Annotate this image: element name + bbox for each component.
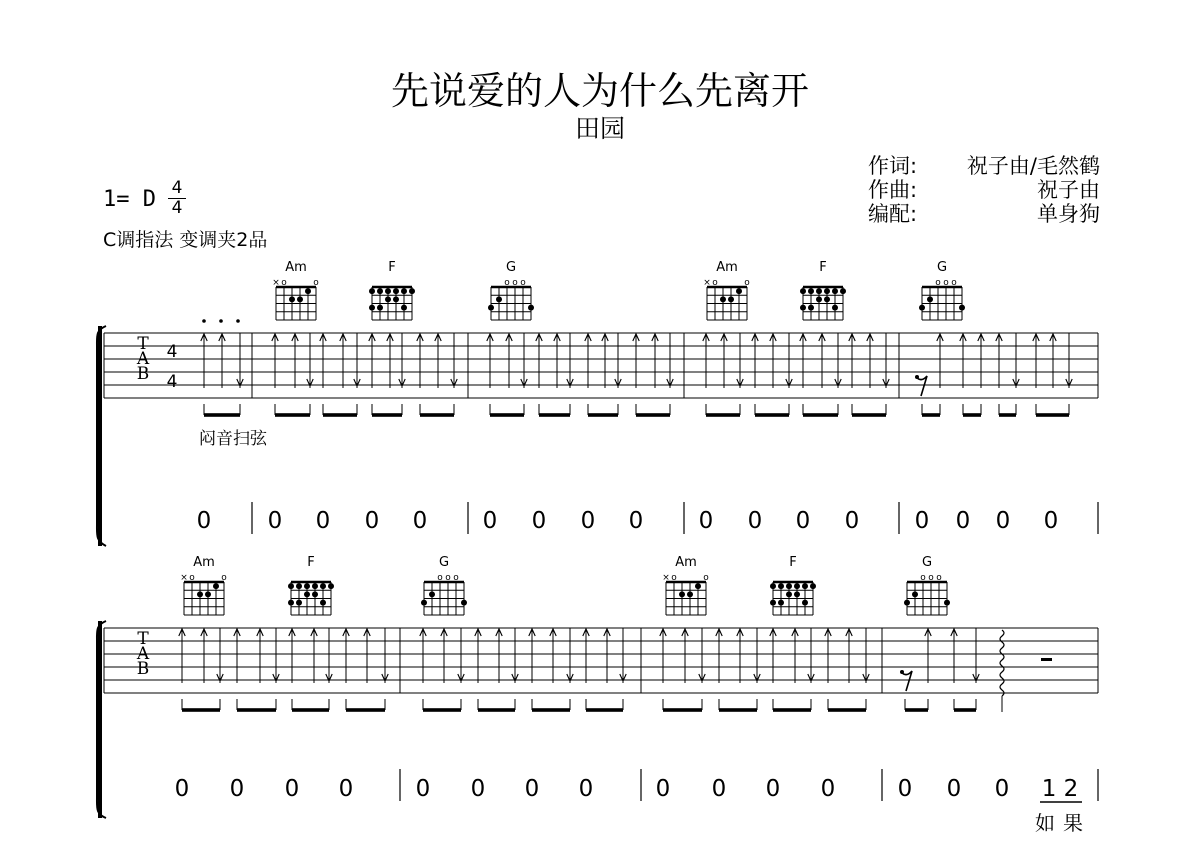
finger-dot	[816, 288, 822, 294]
rhythm-number: 0	[415, 776, 431, 802]
eighth-beam	[372, 413, 402, 417]
finger-dot	[786, 583, 792, 589]
finger-dot	[736, 288, 742, 294]
credit-label: 作词:	[868, 154, 918, 178]
eighth-beam	[999, 413, 1016, 417]
lyric-syllable: 如	[1035, 811, 1055, 835]
open-string-marker: o	[437, 573, 443, 583]
finger-dot	[824, 288, 830, 294]
finger-dot	[205, 591, 211, 597]
finger-dot	[770, 600, 776, 606]
tab-time-signature-digit: 4	[166, 372, 178, 392]
eighth-beam	[346, 708, 385, 712]
open-string-marker: o	[189, 573, 195, 583]
eighth-rest	[917, 376, 927, 396]
finger-dot	[288, 600, 294, 606]
arpeggio-wavy-line	[1000, 630, 1004, 696]
muted-string-marker: ×	[662, 573, 670, 583]
finger-dot	[912, 591, 918, 597]
chord-name: G	[921, 555, 933, 570]
chord-name: G	[936, 260, 948, 275]
song-title: 先说爱的人为什么先离开	[390, 69, 809, 113]
eighth-beam	[586, 708, 623, 712]
chord-diagram-g	[421, 555, 467, 615]
finger-dot	[778, 583, 784, 589]
rhythm-number: 0	[482, 508, 498, 534]
credit-value: 祝子由/毛然鹤	[966, 154, 1100, 178]
finger-dot	[297, 296, 303, 302]
finger-dot	[401, 305, 407, 311]
eighth-beam	[828, 708, 866, 712]
finger-dot	[304, 591, 310, 597]
finger-dot	[816, 296, 822, 302]
chord-name: F	[819, 260, 827, 275]
rhythm-number: 0	[711, 776, 727, 802]
eighth-beam	[539, 413, 570, 417]
finger-dot	[401, 288, 407, 294]
chord-name: F	[307, 555, 315, 570]
chord-name: G	[438, 555, 450, 570]
finger-dot	[832, 288, 838, 294]
finger-dot	[288, 583, 294, 589]
finger-dot	[794, 591, 800, 597]
finger-dot	[840, 288, 846, 294]
eighth-beam	[905, 708, 928, 712]
open-string-marker: o	[221, 573, 227, 583]
tab-clef-letter: T	[137, 334, 149, 354]
rhythm-number: 0	[698, 508, 714, 534]
rhythm-number: 0	[315, 508, 331, 534]
rhythm-number: 0	[628, 508, 644, 534]
finger-dot	[409, 288, 415, 294]
open-string-marker: o	[445, 573, 451, 583]
eighth-beam	[773, 708, 811, 712]
tab-clef-letter: A	[136, 644, 150, 664]
open-string-marker: o	[920, 573, 926, 583]
eighth-beam	[423, 708, 461, 712]
finger-dot	[429, 591, 435, 597]
finger-dot	[461, 600, 467, 606]
open-string-marker: o	[712, 278, 718, 288]
rhythm-number: 0	[267, 508, 283, 534]
finger-dot	[728, 296, 734, 302]
rhythm-number: 0	[765, 776, 781, 802]
finger-dot	[488, 305, 494, 311]
eighth-beam	[237, 708, 276, 712]
finger-dot	[369, 305, 375, 311]
finger-dot	[720, 296, 726, 302]
eighth-beam	[532, 708, 570, 712]
finger-dot	[320, 583, 326, 589]
finger-dot	[393, 296, 399, 302]
open-string-marker: o	[935, 278, 941, 288]
eighth-beam	[275, 413, 310, 417]
rhythm-number: 0	[897, 776, 913, 802]
open-string-marker: o	[520, 278, 526, 288]
eighth-beam	[719, 708, 757, 712]
rhythm-number: 0	[946, 776, 962, 802]
finger-dot	[786, 591, 792, 597]
eighth-beam	[922, 413, 940, 417]
rhythm-number: 0	[531, 508, 547, 534]
open-string-marker: o	[928, 573, 934, 583]
tab-clef-letter: T	[137, 629, 149, 649]
rhythm-number: 0	[747, 508, 763, 534]
open-string-marker: o	[943, 278, 949, 288]
eighth-beam	[852, 413, 886, 417]
rhythm-number: 0	[844, 508, 860, 534]
rhythm-number: 0	[284, 776, 300, 802]
rhythm-number: 0	[470, 776, 486, 802]
finger-dot	[296, 583, 302, 589]
rhythm-number: 0	[995, 508, 1011, 534]
chord-name: F	[388, 260, 396, 275]
finger-dot	[679, 591, 685, 597]
finger-dot	[810, 583, 816, 589]
time-signature-top: 4	[171, 178, 183, 198]
rhythm-number: 0	[580, 508, 596, 534]
eighth-beam	[204, 413, 240, 417]
open-string-marker: o	[671, 573, 677, 583]
rhythm-number: 0	[955, 508, 971, 534]
half-rest	[1041, 658, 1052, 661]
finger-dot	[927, 296, 933, 302]
muted-strum-dot	[202, 319, 206, 323]
muted-strum-dot	[219, 319, 223, 323]
eighth-beam	[755, 413, 789, 417]
rhythm-number: 0	[524, 776, 540, 802]
rhythm-number: 0	[1043, 508, 1059, 534]
finger-dot	[919, 305, 925, 311]
lyric-syllable: 果	[1063, 811, 1083, 835]
playing-instruction: C调指法 变调夹2品	[103, 229, 268, 251]
rhythm-number: 1 2	[1041, 776, 1079, 802]
finger-dot	[393, 288, 399, 294]
finger-dot	[528, 305, 534, 311]
rhythm-number: 0	[229, 776, 245, 802]
eighth-beam	[803, 413, 838, 417]
open-string-marker: o	[512, 278, 518, 288]
finger-dot	[289, 296, 295, 302]
finger-dot	[687, 591, 693, 597]
finger-dot	[808, 288, 814, 294]
open-string-marker: o	[703, 573, 709, 583]
finger-dot	[377, 305, 383, 311]
rhythm-number: 0	[795, 508, 811, 534]
rhythm-number: 0	[994, 776, 1010, 802]
credit-label: 作曲:	[868, 178, 918, 202]
finger-dot	[377, 288, 383, 294]
rhythm-number: 0	[338, 776, 354, 802]
finger-dot	[904, 600, 910, 606]
finger-dot	[802, 583, 808, 589]
chord-diagram-am	[703, 260, 750, 320]
eighth-rest-dot	[915, 375, 919, 379]
finger-dot	[802, 600, 808, 606]
open-string-marker: o	[936, 573, 942, 583]
eighth-beam	[323, 413, 357, 417]
rhythm-number: 0	[196, 508, 212, 534]
chord-diagram-g	[904, 555, 950, 615]
finger-dot	[213, 583, 219, 589]
rhythm-number: 0	[412, 508, 428, 534]
chord-diagram-f	[800, 260, 846, 320]
finger-dot	[944, 600, 950, 606]
chord-diagram-f	[288, 555, 334, 615]
tab-clef-letter: A	[136, 349, 150, 369]
finger-dot	[305, 288, 311, 294]
eighth-beam	[478, 708, 515, 712]
open-string-marker: o	[313, 278, 319, 288]
chord-diagram-g	[488, 260, 534, 320]
finger-dot	[794, 583, 800, 589]
eighth-beam	[963, 413, 981, 417]
credit-label: 编配:	[868, 202, 918, 226]
open-string-marker: o	[453, 573, 459, 583]
time-signature-bottom: 4	[171, 198, 183, 218]
eighth-rest	[902, 671, 912, 691]
chord-name: G	[505, 260, 517, 275]
finger-dot	[320, 600, 326, 606]
finger-dot	[328, 583, 334, 589]
eighth-beam	[588, 413, 618, 417]
chord-diagram-g	[919, 260, 965, 320]
finger-dot	[778, 600, 784, 606]
chord-name: Am	[675, 555, 697, 570]
finger-dot	[959, 305, 965, 311]
finger-dot	[385, 288, 391, 294]
technique-annotation: 闷音扫弦	[199, 429, 267, 449]
eighth-beam	[663, 708, 702, 712]
eighth-rest-dot	[900, 670, 904, 674]
artist-name: 田园	[574, 114, 625, 143]
muted-string-marker: ×	[180, 573, 188, 583]
rhythm-number: 0	[364, 508, 380, 534]
rhythm-number: 0	[914, 508, 930, 534]
muted-strum-dot	[236, 319, 240, 323]
rhythm-number: 0	[578, 776, 594, 802]
eighth-beam	[636, 413, 670, 417]
credit-value: 祝子由	[1037, 178, 1100, 202]
eighth-beam	[490, 413, 524, 417]
finger-dot	[800, 288, 806, 294]
finger-dot	[197, 591, 203, 597]
finger-dot	[304, 583, 310, 589]
chord-diagram-am	[272, 260, 319, 320]
eighth-beam	[954, 708, 976, 712]
chord-name: Am	[285, 260, 307, 275]
muted-string-marker: ×	[703, 278, 711, 288]
rhythm-number: 0	[174, 776, 190, 802]
tab-time-signature-digit: 4	[166, 342, 178, 362]
rhythm-number: 0	[820, 776, 836, 802]
finger-dot	[808, 305, 814, 311]
credit-value: 单身狗	[1037, 202, 1100, 226]
chord-diagram-f	[369, 260, 415, 320]
tab-clef-letter: B	[136, 659, 150, 679]
eighth-beam	[706, 413, 740, 417]
finger-dot	[770, 583, 776, 589]
eighth-beam	[292, 708, 329, 712]
tab-clef-letter: B	[136, 364, 150, 384]
muted-string-marker: ×	[272, 278, 280, 288]
finger-dot	[369, 288, 375, 294]
open-string-marker: o	[744, 278, 750, 288]
finger-dot	[296, 600, 302, 606]
finger-dot	[496, 296, 502, 302]
eighth-beam	[420, 413, 454, 417]
finger-dot	[824, 296, 830, 302]
open-string-marker: o	[281, 278, 287, 288]
chord-name: F	[789, 555, 797, 570]
eighth-beam	[1036, 413, 1069, 417]
finger-dot	[312, 583, 318, 589]
finger-dot	[312, 591, 318, 597]
tab-system-1	[97, 319, 1098, 546]
finger-dot	[832, 305, 838, 311]
eighth-beam	[182, 708, 220, 712]
tab-system-2	[97, 621, 1098, 835]
finger-dot	[800, 305, 806, 311]
finger-dot	[695, 583, 701, 589]
chord-diagram-am	[180, 555, 227, 615]
finger-dot	[385, 296, 391, 302]
rhythm-number: 0	[655, 776, 671, 802]
chord-diagram-f	[770, 555, 816, 615]
key-signature: 1= D	[103, 187, 156, 212]
open-string-marker: o	[504, 278, 510, 288]
chord-diagram-am	[662, 555, 709, 615]
chord-name: Am	[193, 555, 215, 570]
open-string-marker: o	[951, 278, 957, 288]
chord-name: Am	[716, 260, 738, 275]
finger-dot	[421, 600, 427, 606]
